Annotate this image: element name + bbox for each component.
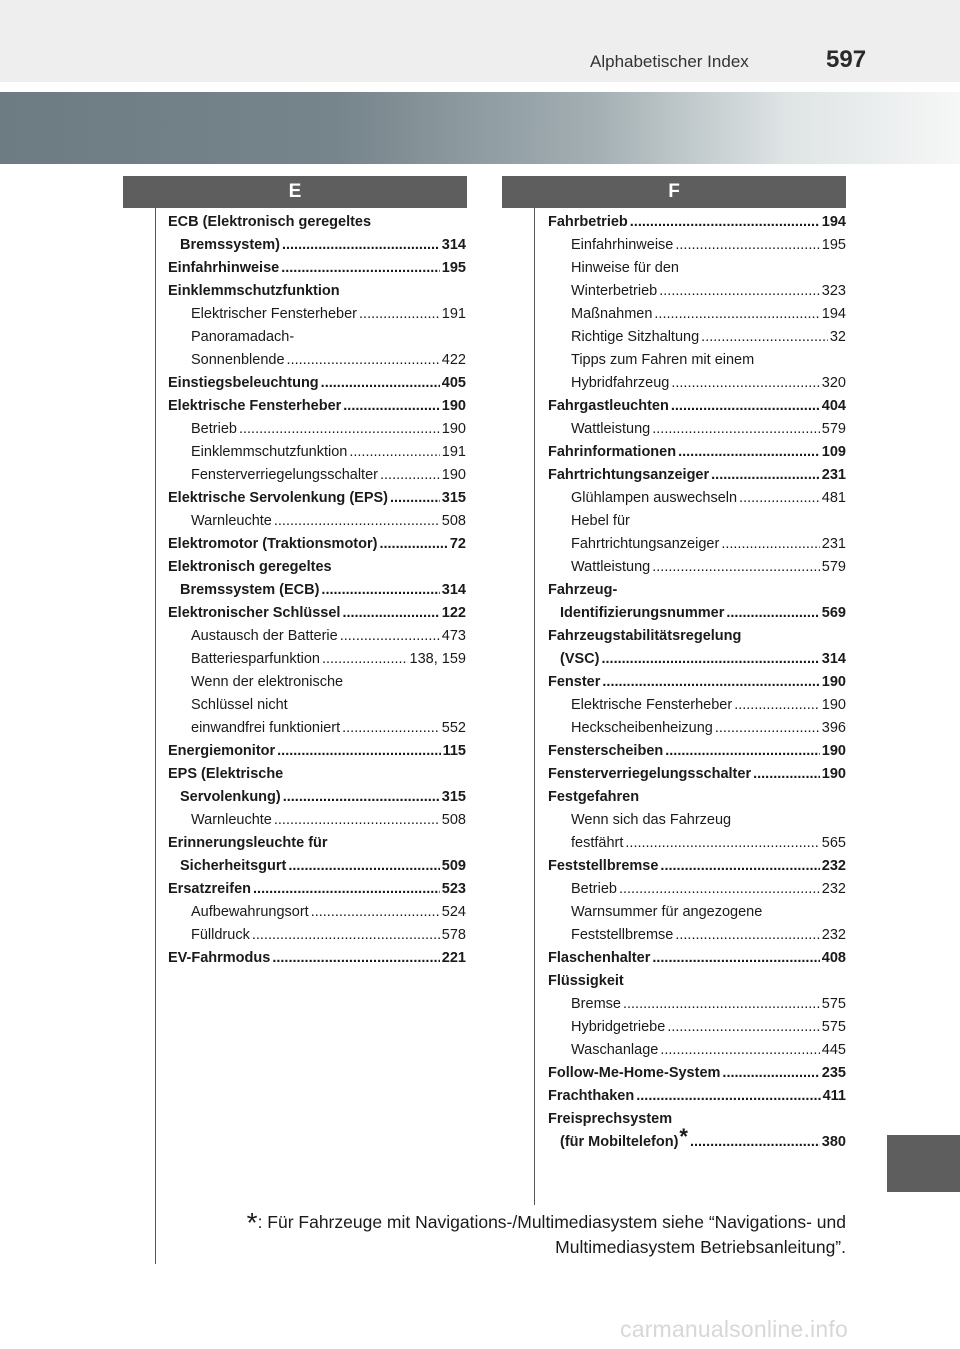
index-entry: Fensterverriegelungsschalter ..... 190 — [548, 763, 846, 786]
index-subheading: Warnsummer für angezogene — [571, 904, 763, 920]
index-entry: Bremssystem (ECB) ..... 314 — [168, 579, 466, 602]
index-subentry: Bremse ..... 575 — [548, 993, 846, 1016]
index-entry: Frachthaken ..... 411 — [548, 1085, 846, 1108]
index-subentry: Fensterverriegelungsschalter ..... 190 — [168, 464, 466, 487]
index-subentry: festfährt ..... 565 — [548, 832, 846, 855]
index-heading: Flüssigkeit — [548, 973, 624, 989]
index-entry: Fenster ..... 190 — [548, 671, 846, 694]
footnote-marker: * — [679, 1124, 688, 1149]
index-heading: Erinnerungsleuchte für — [168, 835, 328, 851]
header-banner — [0, 92, 960, 164]
section-letter-f: F — [502, 176, 846, 208]
index-entry: Feststellbremse ..... 232 — [548, 855, 846, 878]
index-subentry: Betrieb ..... 232 — [548, 878, 846, 901]
index-heading: Festgefahren — [548, 789, 640, 805]
index-entry: Fensterscheiben ..... 190 — [548, 740, 846, 763]
index-entry: Sicherheitsgurt ..... 509 — [168, 855, 466, 878]
index-subentry: Glühlampen auswechseln ..... 481 — [548, 487, 846, 510]
index-entry: Energiemonitor ..... 115 — [168, 740, 466, 763]
page-title: Alphabetischer Index — [590, 52, 749, 71]
index-entry: Fahrinformationen ..... 109 — [548, 441, 846, 464]
index-entry: Fahrgastleuchten ..... 404 — [548, 395, 846, 418]
index-subheading: Hebel für — [571, 513, 630, 529]
footnote — [180, 1206, 846, 1260]
index-entry: Elektrische Servolenkung (EPS) ..... 315 — [168, 487, 466, 510]
index-entry: Elektrische Fensterheber ..... 190 — [168, 395, 466, 418]
index-subentry: Wattleistung ..... 579 — [548, 418, 846, 441]
index-heading: EPS (Elektrische — [168, 766, 284, 782]
index-entry: Follow-Me-Home-System ..... 235 — [548, 1062, 846, 1085]
index-subentry: Betrieb ..... 190 — [168, 418, 466, 441]
index-heading: Fahrzeugstabilitätsregelung — [548, 628, 742, 644]
index-heading: ECB (Elektronisch geregeltes — [168, 214, 372, 230]
index-subentry: Einfahrhinweise ..... 195 — [548, 234, 846, 257]
index-heading: Fahrzeug- — [548, 582, 618, 598]
index-subheading: Wenn der elektronische — [191, 674, 344, 690]
index-entry: (VSC) ..... 314 — [548, 648, 846, 671]
index-subheading: Schlüssel nicht — [191, 697, 288, 713]
index-subentry: Waschanlage ..... 445 — [548, 1039, 846, 1062]
index-entry: Einfahrhinweise ..... 195 — [168, 257, 466, 280]
index-subentry: einwandfrei funktioniert ..... 552 — [168, 717, 466, 740]
index-heading: Einklemmschutzfunktion — [168, 283, 340, 299]
index-subentry: Richtige Sitzhaltung ..... 32 — [548, 326, 846, 349]
index-entry: Fahrtrichtungsanzeiger ..... 231 — [548, 464, 846, 487]
index-subheading: Wenn sich das Fahrzeug — [571, 812, 732, 828]
index-column-e — [168, 211, 466, 970]
index-subentry: Winterbetrieb ..... 323 — [548, 280, 846, 303]
index-subentry: Elektrische Fensterheber ..... 190 — [548, 694, 846, 717]
column-rule-middle — [534, 208, 535, 1205]
index-subentry: Fülldruck ..... 578 — [168, 924, 466, 947]
column-rule-left — [155, 208, 156, 1264]
index-subentry: Warnleuchte ..... 508 — [168, 510, 466, 533]
index-entry: (für Mobiltelefon) * ..... 380 — [548, 1131, 846, 1154]
index-subentry: Maßnahmen ..... 194 — [548, 303, 846, 326]
index-entry: Flaschenhalter ..... 408 — [548, 947, 846, 970]
index-entry: Identifizierungsnummer ..... 569 — [548, 602, 846, 625]
index-subentry: Wattleistung ..... 579 — [548, 556, 846, 579]
index-entry: Elektronischer Schlüssel ..... 122 — [168, 602, 466, 625]
index-subentry: Hybridgetriebe ..... 575 — [548, 1016, 846, 1039]
index-subentry: Einklemmschutzfunktion ..... 191 — [168, 441, 466, 464]
index-subentry: Fahrtrichtungsanzeiger ..... 231 — [548, 533, 846, 556]
section-letter-e: E — [123, 176, 467, 208]
index-column-f — [548, 211, 846, 1154]
page-number: 597 — [826, 46, 867, 73]
footnote-star: * — [246, 1207, 258, 1238]
index-entry: EV-Fahrmodus ..... 221 — [168, 947, 466, 970]
index-subentry: Aufbewahrungsort ..... 524 — [168, 901, 466, 924]
page-header — [0, 0, 960, 82]
index-entry: Elektromotor (Traktionsmotor) ..... 72 — [168, 533, 466, 556]
index-entry: Ersatzreifen ..... 523 — [168, 878, 466, 901]
watermark: carmanualsonline.info — [620, 1316, 848, 1342]
index-subentry: Heckscheibenheizung ..... 396 — [548, 717, 846, 740]
footnote-line-1: *: Für Fahrzeuge mit Navigations-/Multimediasystem siehe “Navigations- und — [246, 1207, 846, 1238]
section-thumb-tab — [887, 1135, 960, 1192]
index-subentry: Warnleuchte ..... 508 — [168, 809, 466, 832]
index-entry: Bremssystem) ..... 314 — [168, 234, 466, 257]
index-subheading: Tipps zum Fahren mit einem — [571, 352, 755, 368]
footnote-line-2: Multimediasystem Betriebsanleitung”. — [555, 1237, 846, 1257]
index-heading: Elektronisch geregeltes — [168, 559, 332, 575]
index-entry: Fahrbetrieb ..... 194 — [548, 211, 846, 234]
index-subentry: Batteriesparfunktion ..... 138, 159 — [168, 648, 466, 671]
index-subentry: Hybridfahrzeug ..... 320 — [548, 372, 846, 395]
index-heading: Freisprechsystem — [548, 1111, 673, 1127]
index-subheading: Panoramadach- — [191, 329, 295, 345]
index-entry: Servolenkung) ..... 315 — [168, 786, 466, 809]
index-entry: Einstiegsbeleuchtung ..... 405 — [168, 372, 466, 395]
index-subentry: Sonnenblende ..... 422 — [168, 349, 466, 372]
index-subentry: Feststellbremse ..... 232 — [548, 924, 846, 947]
index-subentry: Austausch der Batterie ..... 473 — [168, 625, 466, 648]
index-subentry: Elektrischer Fensterheber ..... 191 — [168, 303, 466, 326]
index-subheading: Hinweise für den — [571, 260, 679, 276]
